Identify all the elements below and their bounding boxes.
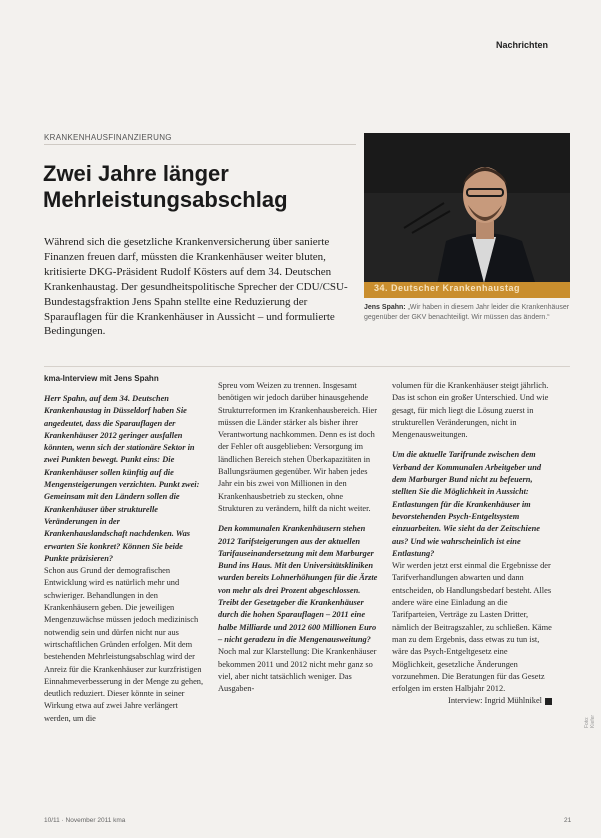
- article-kicker: KRANKENHAUSFINANZIERUNG: [44, 133, 172, 142]
- section-divider: [44, 366, 570, 367]
- event-banner-text: 34. Deutscher Krankenhaustag: [374, 283, 521, 293]
- question-3: Um die aktuelle Tarifrunde zwischen dem Verband der Kommunalen Arbeitgeber und dem Marburger Bund nicht zu befeuern, stellten Sie die Möglichkeit in Aussicht: Entlastungen für die Krankenhäuser im bevorstehenden Psych-Entgeltsystem einzuarbeiten. Wie sieht da der Zeitschiene aus? Und wie wahrscheinlich ist eine Entlastung?: [392, 450, 542, 558]
- answer-2-cont: volumen für die Krankenhäuser steigt jährlich. Das ist schon ein großer Unterschied. Und wie gesagt, für mich liegt die Lösung zuerst in strukturellen Veränderungen, nicht in Mengenausweitungen.: [392, 381, 549, 440]
- footer-issue: 10/11 · November 2011 kma: [44, 817, 126, 824]
- question-2: Den kommunalen Krankenhäusern stehen 2012 Tarifsteigerungen aus der aktuellen Tarifauseinandersetzung mit dem Marburger Bund ins Haus. Mit den Universitätskliniken wurden bereits Lohnerhöhungen für die Ärzte von mehr als drei Prozent abgeschlossen. Treibt der Gesetzgeber die Krankenhäuser durch die hohen Sparauflagen – 2011 eine halbe Milliarde und 2012 600 Millionen Euro – nicht geradezu in die Mengenausweitung?: [218, 524, 378, 644]
- speaker-photo: [364, 133, 570, 298]
- page-number: 21: [564, 817, 572, 824]
- end-mark-icon: [545, 698, 552, 705]
- answer-1: Schon aus Grund der demografischen Entwicklung wird es natürlich mehr und schwieriger. Behandlungen in den Krankenhäusern geben. Die jeweiligen Mengenzuwächse müssen jedoch medizinisch notwendig sein und dürfen nicht nur aus wirtschaftlichen Gründen erfolgen. Mit dem bestehenden Mehrleistungsabschlag wird der Anreiz für die Krankenhäuser zur kurzfristigen Einnahmeverbesserung in der Menge zu gehen, deutlich reduziert. Dieser könnte in seiner Wirkung etwa auf zwei Jahre verlängert werden, um die: [44, 566, 204, 723]
- interview-label: kma-Interview mit Jens Spahn: [44, 374, 159, 383]
- caption-name: Jens Spahn:: [364, 304, 406, 311]
- article-headline: Zwei Jahre länger Mehrleistungsabschlag: [43, 161, 288, 212]
- kicker-divider: [44, 144, 356, 145]
- section-label: Nachrichten: [496, 40, 549, 50]
- photo-credit: Foto: Kiefer: [584, 714, 596, 728]
- byline-wrap: [392, 695, 552, 707]
- question-1: Herr Spahn, auf dem 34. Deutschen Krankenhaustag in Düsseldorf haben Sie angedeutet, dass die Sparauflagen der Krankenhäuser 2012 geringer ausfallen könnten, wenn sich der stationäre Sektor in zwei Punkten bewegt. Punkt eins: Die Krankenhäuser sollen künftig auf die Mengensteigerungen verzichten. Punkt zwei: Gemeinsam mit den Ländern sollen die Krankenhäuser über strukturelle Veränderungen in der Krankenhauslandschaft nachdenken. Was erwarten Sie konkret? Können Sie beide Punkte präzisieren?: [44, 394, 200, 563]
- person-at-podium-image: [364, 133, 570, 298]
- answer-1-cont: Spreu vom Weizen zu trennen. Insgesamt benötigen wir jedoch darüber hinausgehende Strukturreformen im Krankenhausbereich. Hier müssen die Länder stärker als bisher ihrer Verantwortung nachkommen. Denn es ist doch der Fehler oft ausgeblieben: Versorgung im ländlichen Bereich stehen Überkapazitäten in Ballungsräumen gegenüber. Wir haben jedes Jahr ein bis zwei von Millionen in den Krankenhausbetrieb zu stecken, ohne Strukturen zu verändern, hilft da nicht weiter.: [218, 381, 378, 513]
- photo-caption: [364, 303, 570, 323]
- answer-2: Noch mal zur Klarstellung: Die Krankenhäuser bekommen 2011 und 2012 nicht mehr ganz so viel, aber nicht tatsächlich weniger. Das Ausgaben-: [218, 647, 377, 694]
- article-column-3: [392, 380, 552, 708]
- answer-3: Wir werden jetzt erst einmal die Ergebnisse der Tarifverhandlungen abwarten und dann entscheiden, ob Handlungsbedarf besteht. Alles andere wäre eine Einladung an die Tarifparteien, Verträge zu Lasten Dritter, nämlich der Beitragszahler, zu schließen. Käme man zu dem Ergebnis, dass etwas zu tun ist, wäre das Psych-Entgeltgesetz eine Möglichkeit, gesetzliche Änderungen vorzunehmen. Die Beratungen für das Gesetz erfolgen im ersten Halbjahr 2012.: [392, 561, 552, 694]
- article-lead: Während sich die gesetzliche Krankenversicherung über sanierte Finanzen freuen darf, müssten die Krankenhäuser weiter bluten, kritisierte DKG-Präsident Rudolf Kösters auf dem 34. Deutschen Krankenhaustag. Der gesundheitspolitische Sprecher der CDU/CSU-Bundestagsfraktion Jens Spahn stellte eine Reduzierung der Sparauflagen für die Krankenhäuser in Aussicht – und formulierte Bedingungen.: [44, 236, 348, 338]
- interview-byline: Interview: Ingrid Mühlnikel: [448, 696, 542, 706]
- article-column-1: [44, 374, 204, 725]
- article-column-2: [218, 380, 378, 695]
- caption-text: „Wir haben in diesem Jahr leider die Krankenhäuser gegenüber der GKV benachteiligt. Wir müssen das ändern.“: [364, 304, 570, 321]
